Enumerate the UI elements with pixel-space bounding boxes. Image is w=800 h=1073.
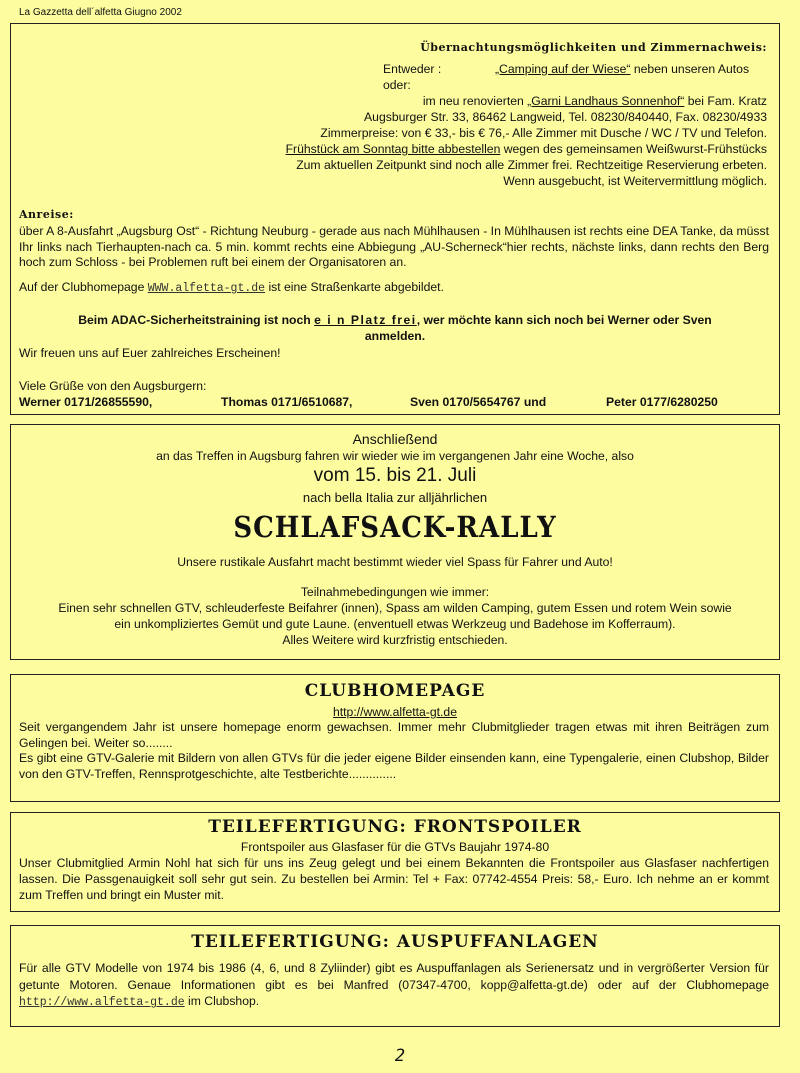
hotel-prefix: im neu renovierten xyxy=(422,94,528,108)
page-number: 2 xyxy=(394,1046,406,1066)
page-header: La Gazzetta dell´alfetta Giugno 2002 xyxy=(19,7,182,18)
exhaust-text xyxy=(19,960,769,1012)
accommodation-box xyxy=(10,23,780,415)
map-prefix: Auf der Clubhomepage xyxy=(19,280,148,294)
exhaust-text-suffix: im Clubshop. xyxy=(184,994,260,1008)
directions-text: über A 8-Ausfahrt „Augsburg Ost“ - Richtung Neuburg - gerade aus nach Mühlhausen - In Mühlhausen ist rechts eine DEA Tanke, da müsst Ihr links nach Tierhaupten-nach ca. 5 min. kommt rechts eine Abbiegung „AU-Scherneck“hier rechts, nächste links, dann rechts den Berg hoch zum Schloss - bei Problemen ruft bei einem der Organisatoren an. xyxy=(19,224,769,269)
hotel-option xyxy=(423,94,767,108)
map-link[interactable]: WWW.alfetta-gt.de xyxy=(147,282,266,295)
welcome-text: Wir freuen uns auf Euer zahlreiches Erscheinen! xyxy=(19,346,281,360)
homepage-text-2: Es gibt eine GTV-Galerie mit Bildern von allen GTVs für die jeder eigene Bilder einsenden kann, eine Typengalerie, einen Clubshop, Bilder von den GTV-Treffen, Rennsprotgeschichte, alte Testberichte.............. xyxy=(19,751,769,781)
rally-destination: nach bella Italia zur alljährlichen xyxy=(302,490,488,505)
exhaust-text-prefix: Für alle GTV Modelle von 1974 bis 1986 (4, 6, und 8 Zyliinder) gibt es Auspuffanlagen als Serienersatz und in vergrößerter Version für getunte Motoren. Genaue Informationen gibt es bei Manfred (07347-4700, kopp@alfetta-gt.de) oder auf der Clubhomepage xyxy=(19,961,769,992)
rally-title: SCHLAFSACK-RALLY xyxy=(233,511,557,545)
exhaust-title: TEILEFERTIGUNG: AUSPUFFANLAGEN xyxy=(191,932,599,952)
directions-heading: Anreise: xyxy=(19,208,74,221)
rally-conditions-1: Einen sehr schnellen GTV, schleuderfeste Beifahrer (innen), Spass am wilden Camping, gutem Essen und rotem Wein sowie xyxy=(58,601,732,615)
exhaust-box xyxy=(10,925,780,1027)
contact-sven: Sven 0170/5654767 und xyxy=(410,395,547,409)
frontspoiler-subtitle: Frontspoiler aus Glasfaser für die GTVs Baujahr 1974-80 xyxy=(240,840,550,854)
frontspoiler-box xyxy=(10,812,780,912)
oder-label: oder: xyxy=(383,78,411,92)
homepage-text-1: Seit vergangendem Jahr ist unsere homepage enorm gewachsen. Immer mehr Clubmitglieder tragen etwas mit ihren Beiträgen zum Gelingen bei. Weiter so........ xyxy=(19,720,769,750)
availability-note: Zum aktuellen Zeitpunkt sind noch alle Zimmer frei. Rechtzeitige Reservierung erbeten. xyxy=(296,158,767,172)
rally-dates: vom 15. bis 21. Juli xyxy=(313,465,477,486)
frontspoiler-text: Unser Clubmitglied Armin Nohl hat sich für uns ins Zeug gelegt und bei einem Bekannten die Frontspoiler aus Glasfaser nachfertigen lassen. Die Passgenauigkeit soll sehr gut sein. Zu bestellen bei Armin: Tel + Fax: 07742-4554 Preis: 58,- Euro. Ich nehme an er kommt zum Treffen und bringt ein Muster mit. xyxy=(19,856,769,902)
camping-option xyxy=(495,62,749,76)
breakfast-suffix: wegen des gemeinsamen Weißwurst-Frühstücks xyxy=(500,142,767,156)
contact-werner: Werner 0171/26855590, xyxy=(19,395,153,409)
rally-box xyxy=(10,424,780,660)
room-prices: Zimmerpreise: von € 33,- bis € 76,- Alle Zimmer mit Dusche / WC / TV und Telefon. xyxy=(320,126,767,140)
adac-prefix: Beim ADAC-Sicherheitstraining ist noch xyxy=(78,313,315,327)
rally-conditions-3: Alles Weitere wird kurzfristig entschieden. xyxy=(282,633,508,647)
map-suffix: ist eine Straßenkarte abgebildet. xyxy=(265,280,444,294)
option-label: Entweder : xyxy=(383,62,442,76)
camping-link[interactable]: „Camping auf der Wiese“ xyxy=(495,62,631,76)
hotel-suffix: bei Fam. Kratz xyxy=(684,94,767,108)
rally-conditions-heading: Teilnahmebedingungen wie immer: xyxy=(300,585,490,599)
rally-intro: Anschließend xyxy=(352,431,438,447)
frontspoiler-title: TEILEFERTIGUNG: FRONTSPOILER xyxy=(208,817,582,837)
accommodation-heading: Übernachtungsmöglichkeiten und Zimmernachweis: xyxy=(420,41,767,54)
rally-conditions-2: ein unkompliziertes Gemüt und gute Laune. (enventuell etwas Werkzeug und Badehose im Kofferraum). xyxy=(114,617,676,631)
homepage-url[interactable]: http://www.alfetta-gt.de xyxy=(333,705,457,719)
breakfast-link[interactable]: Frühstück am Sonntag bitte abbestellen xyxy=(285,142,501,156)
camping-suffix: neben unseren Autos xyxy=(630,62,750,76)
breakfast-note xyxy=(286,142,767,156)
homepage-title: CLUBHOMEPAGE xyxy=(304,681,486,701)
hotel-address: Augsburger Str. 33, 86462 Langweid, Tel. 08230/840440, Fax. 08230/4933 xyxy=(364,110,767,124)
adac-suffix: , wer möchte kann sich noch bei Werner oder Sven xyxy=(416,313,712,327)
contact-thomas: Thomas 0171/6510687, xyxy=(221,395,353,409)
hotel-link[interactable]: „Garni Landhaus Sonnenhof“ xyxy=(527,94,685,108)
homepage-box xyxy=(10,674,780,802)
rally-tagline: Unsere rustikale Ausfahrt macht bestimmt wieder viel Spass für Fahrer und Auto! xyxy=(177,555,613,569)
adac-note-line2: anmelden. xyxy=(364,329,426,343)
adac-spaced: e i n Platz frei xyxy=(314,313,417,327)
adac-note xyxy=(11,313,779,327)
contact-peter: Peter 0177/6280250 xyxy=(606,395,718,409)
exhaust-link[interactable]: http://www.alfetta-gt.de xyxy=(19,996,185,1009)
referral-note: Wenn ausgebucht, ist Weitervermittlung möglich. xyxy=(503,174,767,188)
rally-subintro: an das Treffen in Augsburg fahren wir wieder wie im vergangenen Jahr eine Woche, also xyxy=(156,449,634,463)
map-note xyxy=(19,280,444,296)
greetings-text: Viele Grüße von den Augsburgern: xyxy=(19,379,207,393)
